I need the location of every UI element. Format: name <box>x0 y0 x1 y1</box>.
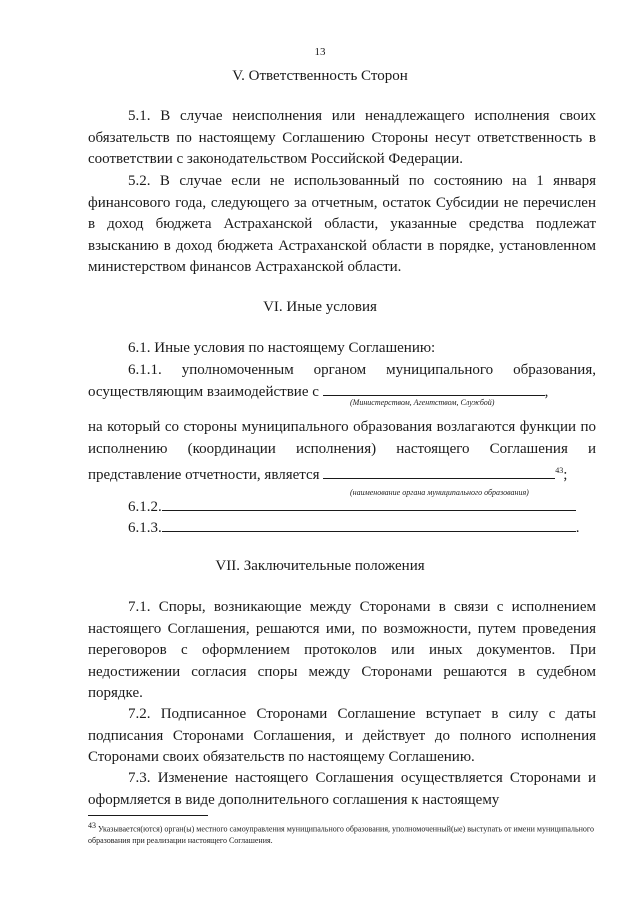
paragraph-5-1: 5.1. В случае неисполнения или ненадлежащего исполнения своих обязательств по настоящему Соглашению Стороны несут ответственность в соответствии с законодательством Российской Федерации. <box>88 108 596 167</box>
footnote-separator <box>88 815 208 816</box>
item-6-1-3: 6.1.3. . <box>128 520 580 536</box>
paragraph-7-3: 7.3. Изменение настоящего Соглашения осуществляется Сторонами и оформляется в виде дополнительного соглашения к настоящему <box>88 770 596 808</box>
footnote <box>88 820 598 846</box>
paragraph-7-2: 7.2. Подписанное Сторонами Соглашение вступает в силу с даты подписания Сторонами Соглашения, и действует до полного исполнения Сторонами своих обязательств по настоящему Соглашению. <box>88 706 596 765</box>
ministry-hint: (Министерством, Агентством, Службой) <box>350 398 495 407</box>
footnote-text: Указывается(ются) орган(ы) местного самоуправления муниципального образования, уполномоченный(ые) выступать от имени муниципального образования при реализации настоящего Соглашения. <box>88 824 595 845</box>
paragraph-6-1-1-continued: на который со стороны муниципального образования возлагаются функции по исполнению (координации исполнения) настоящего Соглашения и представление отчетности, является $^{43}$; <box>88 419 596 483</box>
item-6-1-2-label: 6.1.2. <box>128 499 162 515</box>
item-6-1-3-label: 6.1.3. <box>128 520 162 536</box>
section-7-heading: VII. Заключительные положения <box>215 558 425 574</box>
municipal-body-blank-line <box>323 466 555 479</box>
paragraph-6-1: 6.1. Иные условия по настоящему Соглашению: <box>128 340 436 356</box>
paragraph-5-2: 5.2. В случае если не использованный по состоянию на 1 января финансового года, следующего за отчетным, остаток Субсидии не перечислен в доход бюджета Астраханской области, указанные средства подлежат взысканию в доход бюджета Астраханской области в порядке, установленном министерством финансов Астраханской области. <box>88 173 596 275</box>
municipal-body-hint: (наименование органа муниципального образования) <box>350 488 529 497</box>
paragraph-7-1: 7.1. Споры, возникающие между Сторонами в связи с исполнением настоящего Соглашения, решаются ими, по возможности, путем проведения переговоров с оформлением протоколов или иных документов. При недостижении согласия споры между Сторонами решаются в судебном порядке. <box>88 599 596 701</box>
paragraph-6-1-1-text: 6.1.1. уполномоченным органом муниципального образования, осуществляющим взаимодействие с <box>88 362 596 400</box>
section-6-heading: VI. Иные условия <box>263 299 377 315</box>
footnote-ref: 43 <box>555 466 564 475</box>
section-5-heading: V. Ответственность Сторон <box>232 68 408 84</box>
paragraph-6-1-1-continued-text: на который со стороны муниципального образования возлагаются функции по исполнению (координации исполнения) настоящего Соглашения и представление отчетности, является <box>88 419 596 483</box>
page-number: 13 <box>314 46 326 58</box>
ministry-blank-line <box>323 383 545 396</box>
footnote-number: 43 <box>88 821 96 830</box>
paragraph-6-1-1: 6.1.1. уполномоченным органом муниципального образования, осуществляющим взаимодействие с , <box>88 362 596 400</box>
item-6-1-2-blank-line <box>162 498 576 511</box>
item-6-1-3-blank-line <box>162 519 576 532</box>
item-6-1-2 <box>88 497 596 519</box>
